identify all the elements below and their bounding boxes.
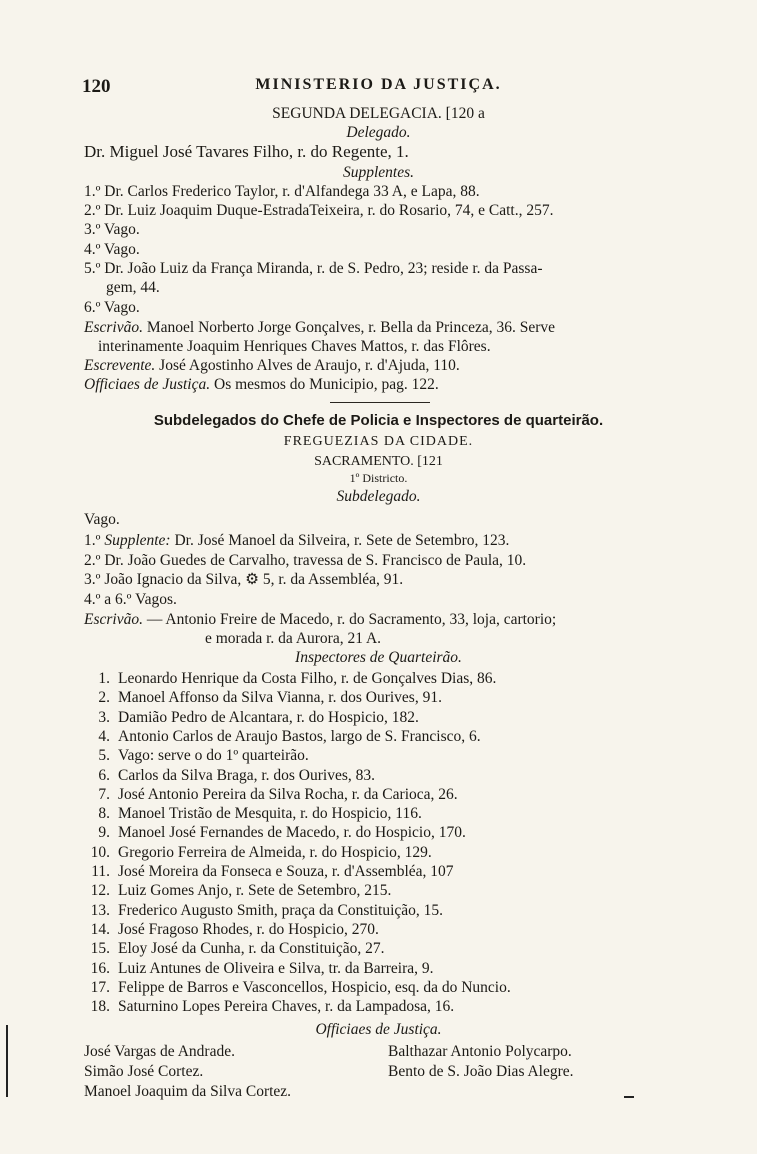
official-name: Simão José Cortez. (84, 1063, 204, 1080)
escrivao-text: Manoel Norberto Jorge Gonçalves, r. Bella da Princeza, 36. Serve (146, 319, 556, 336)
inspector-row (84, 862, 454, 881)
inspector-number: 11. (91, 863, 110, 880)
sub-escrivao-text: — Antonio Freire de Macedo, r. do Sacramento, 33, loja, cartorio; (146, 611, 557, 628)
sub-supplente-line (84, 531, 717, 550)
inspector-text: José Moreira da Fonseca e Souza, r. d'Assembléa, 107 (118, 863, 454, 880)
supplente-label: Supplente: (104, 532, 171, 549)
inspector-number: 9. (98, 824, 110, 842)
inspector-number: 17. (90, 978, 110, 996)
supplente-line: 1.º Dr. Carlos Frederico Taylor, r. d'Alfandega 33 A, e Lapa, 88. (84, 183, 480, 200)
inspector-text: Eloy José da Cunha, r. da Constituição, 27. (118, 940, 385, 958)
escrevente-text: José Agostinho Alves de Araujo, r. d'Ajuda, 110. (159, 357, 460, 374)
inspector-text: Carlos da Silva Braga, r. dos Ourives, 83. (118, 766, 376, 784)
delegado-label: Delegado. (346, 124, 411, 141)
supplente-text: João Ignacio da Silva, ⚙ 5, r. da Assembléa, 91. (104, 571, 404, 588)
supplente-line: 4.º Vago. (84, 241, 140, 258)
inspector-row (84, 920, 379, 939)
inspector-text: Vago: serve o do 1º quarteirão. (118, 747, 309, 765)
inspector-number: 15. (90, 940, 110, 958)
inspector-row (84, 959, 434, 978)
inspector-row (84, 708, 419, 727)
supplente-prefix: 2.º (84, 551, 101, 569)
supplente-text: Dr. João Guedes de Carvalho, travessa de S. Francisco de Paula, 10. (104, 551, 527, 569)
inspector-number: 2. (98, 689, 110, 707)
inspector-row (84, 785, 458, 804)
inspector-number: 4. (98, 727, 110, 745)
inspector-number: 5. (98, 747, 110, 765)
official-name: Manoel Joaquim da Silva Cortez. (84, 1083, 292, 1100)
inspector-row (84, 978, 511, 997)
sacramento-heading: SACRAMENTO. [121 (314, 454, 443, 469)
sub-escrivao-entry (84, 610, 717, 629)
supplente-line: 6.º Vago. (84, 299, 140, 316)
page-number: 120 (82, 76, 111, 97)
ink-mark (624, 1096, 634, 1098)
official-name: Balthazar Antonio Polycarpo. (388, 1043, 572, 1060)
inspector-text: Damião Pedro de Alcantara, r. do Hospicio, 182. (118, 708, 419, 726)
escrivao-continuation: interinamente Joaquim Henriques Chaves Mattos, r. das Flôres. (98, 338, 491, 355)
escrevente-entry (84, 356, 717, 375)
officiaes-entry (84, 375, 717, 394)
section-title: SEGUNDA DELEGACIA. [120 a (272, 105, 485, 122)
inspector-row (84, 843, 432, 862)
official-name: Bento de S. João Dias Alegre. (388, 1063, 574, 1080)
sub-supplente-line (84, 590, 717, 609)
sub-supplente-line (84, 570, 717, 589)
sub-escrivao-continuation: e morada r. da Aurora, 21 A. (205, 630, 382, 647)
escrivao-label: Escrivão. (84, 319, 143, 336)
inspector-number: 7. (98, 785, 110, 803)
section-divider (330, 402, 430, 403)
sub-officiaes-label: Officiaes de Justiça. (315, 1021, 442, 1038)
inspector-number: 13. (90, 901, 110, 919)
delegado-entry: Dr. Miguel José Tavares Filho, r. do Regente, 1. (84, 142, 409, 161)
subdelegado-label: Subdelegado. (336, 488, 421, 505)
inspector-row (84, 804, 422, 823)
inspector-text: José Fragoso Rhodes, r. do Hospicio, 270. (118, 920, 379, 938)
inspector-number: 14. (90, 920, 110, 938)
inspector-row (84, 766, 375, 785)
sub-supplente-line (84, 551, 717, 570)
inspector-row (84, 939, 384, 958)
inspector-row (84, 746, 309, 765)
inspectores-label: Inspectores de Quarteirão. (295, 649, 462, 666)
inspector-row (84, 881, 391, 900)
supplente-prefix: 4.º a 6.º (84, 590, 132, 608)
inspector-text: Gregorio Ferreira de Almeida, r. do Hospicio, 129. (118, 843, 432, 861)
subdelegado-entry: Vago. (84, 511, 120, 528)
inspector-row (84, 997, 454, 1016)
inspector-number: 8. (98, 805, 110, 823)
binding-edge-mark (6, 1025, 8, 1097)
inspector-row (84, 669, 496, 688)
escrevente-label: Escrevente. (84, 357, 156, 374)
inspector-number: 16. (90, 959, 110, 977)
inspector-text: Antonio Carlos de Araujo Bastos, largo de S. Francisco, 6. (118, 727, 481, 745)
inspector-text: Frederico Augusto Smith, praça da Constituição, 15. (118, 901, 444, 919)
inspector-number: 12. (90, 882, 110, 900)
escrivao-entry (84, 318, 717, 337)
inspector-text: Luiz Gomes Anjo, r. Sete de Setembro, 215. (118, 882, 392, 900)
inspector-text: Manoel José Fernandes de Macedo, r. do Hospicio, 170. (118, 824, 466, 842)
freguezias-heading: FREGUEZIAS DA CIDADE. (283, 434, 474, 449)
inspector-text: Manoel Affonso da Silva Vianna, r. dos Ourives, 91. (118, 689, 442, 707)
inspector-text: Felippe de Barros e Vasconcellos, Hospicio, esq. da do Nuncio. (118, 978, 511, 996)
supplente-line: 2.º Dr. Luiz Joaquim Duque-EstradaTeixeira, r. do Rosario, 74, e Catt., 257. (84, 202, 554, 219)
subdelegados-title: Subdelegados do Chefe de Policia e Inspectores de quarteirão. (153, 412, 604, 429)
officiaes-text: Os mesmos do Municipio, pag. 122. (214, 376, 439, 393)
supplentes-label: Supplentes. (342, 164, 415, 181)
inspector-number: 6. (98, 766, 110, 784)
distrito-heading: 1º Districto. (349, 471, 408, 485)
supplente-prefix: 3.º (84, 571, 101, 588)
sub-escrivao-label: Escrivão. (84, 611, 143, 628)
supplente-text: Vagos. (135, 590, 177, 608)
officiaes-label: Officiaes de Justiça. (84, 376, 211, 393)
inspector-number: 10. (90, 843, 110, 861)
official-name: José Vargas de Andrade. (84, 1043, 235, 1060)
supplente-line: gem, 44. (106, 279, 160, 296)
supplente-line: 3.º Vago. (84, 221, 140, 238)
inspector-row (84, 688, 442, 707)
inspector-text: Luiz Antunes de Oliveira e Silva, tr. da Barreira, 9. (118, 959, 434, 977)
inspector-number: 1. (98, 670, 110, 687)
inspector-text: Manoel Tristão de Mesquita, r. do Hospicio, 116. (118, 805, 422, 823)
inspector-row (84, 727, 481, 746)
supplente-text: Dr. José Manoel da Silveira, r. Sete de Setembro, 123. (174, 532, 510, 549)
inspector-number: 18. (90, 998, 110, 1016)
inspector-text: Saturnino Lopes Pereira Chaves, r. da Lampadosa, 16. (118, 998, 455, 1016)
supplente-line: 5.º Dr. João Luiz da França Miranda, r. de S. Pedro, 23; reside r. da Passa- (84, 260, 543, 277)
inspector-text: Leonardo Henrique da Costa Filho, r. de Gonçalves Dias, 86. (118, 670, 497, 687)
inspector-row (84, 901, 443, 920)
supplente-prefix: 1.º (84, 532, 101, 549)
inspector-row (84, 823, 466, 842)
inspector-text: José Antonio Pereira da Silva Rocha, r. da Carioca, 26. (118, 785, 458, 803)
running-title: MINISTERIO DA JUSTIÇA. (255, 76, 502, 93)
inspector-number: 3. (98, 708, 110, 726)
